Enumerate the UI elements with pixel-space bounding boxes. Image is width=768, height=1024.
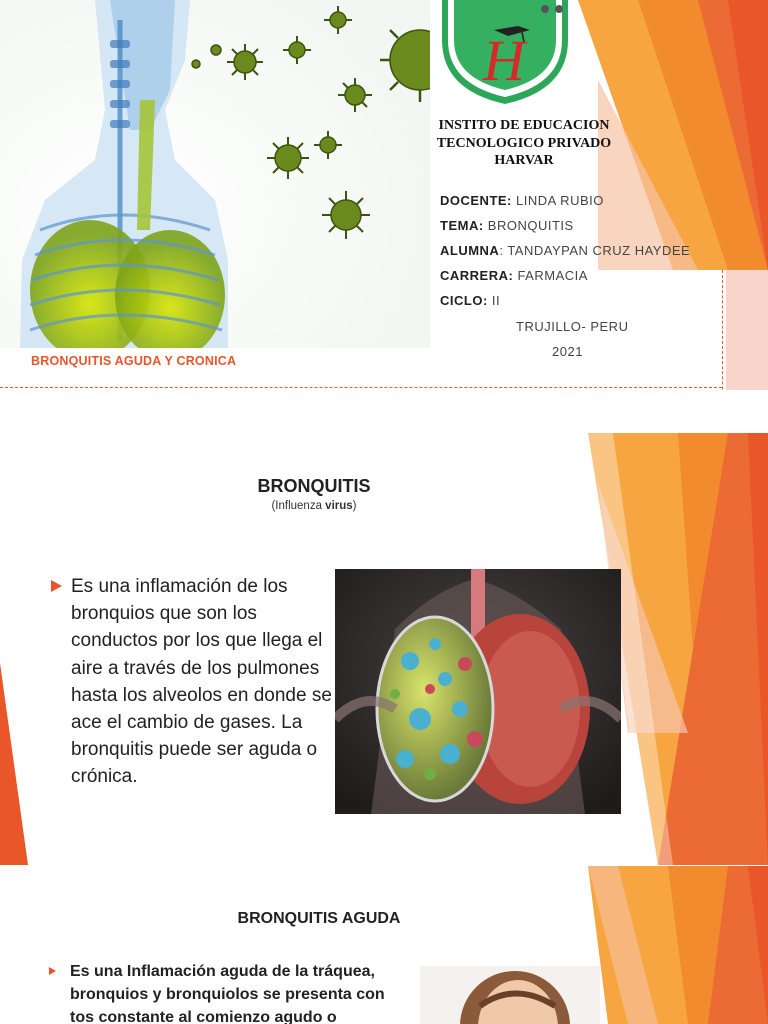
slide-caption: BRONQUITIS AGUDA Y CRONICA [31,354,237,368]
field-carrera [440,268,588,283]
subtitle-bold: virus [325,500,353,512]
svg-text:H: H [483,28,525,93]
subtitle-text: ) [352,500,357,512]
slide-subtitle [200,500,428,512]
institution-logo [434,0,576,104]
field-label: DOCENTE: [440,193,512,208]
field-label: ALUMNA [440,243,500,258]
field-label: CARRERA: [440,268,514,283]
subtitle-text: (Influenza [271,500,326,512]
slide-title: BRONQUITIS AGUDA [237,910,401,927]
field-ciclo [440,293,500,308]
field-tema [440,218,574,233]
definition-paragraph: Es una Inflamación aguda de la tráquea, bronquios y bronquiolos se presenta con tos constante al comienzo agudo o [70,963,385,1024]
definition-paragraph: Es una inflamación de los bronquios que son los conductos por los que llega el aire a través de los pulmones hasta los alveolos en donde se ace el cambio de gases. La bronquitis puede ser aguda o crónica. [71,576,332,788]
field-value: FARMACIA [513,268,588,283]
field-value: II [487,293,501,308]
institution-name [425,117,623,170]
left-decoration [0,663,28,865]
location: TRUJILLO- PERU [516,319,629,334]
slide-title: BRONQUITIS [257,476,371,496]
bronquitis-aguda-slide [0,866,768,1024]
bullet-arrow-icon [49,967,56,975]
institution-line: INSTITO DE EDUCACION [438,118,610,133]
dotted-divider [0,387,722,388]
infected-lungs-image [335,569,621,814]
coughing-woman-image [420,966,600,1024]
institution-line: HARVAR [494,153,554,168]
field-label: TEMA: [440,218,484,233]
dotted-divider-vertical [722,270,723,390]
field-alumna [440,243,690,258]
bronquitis-slide [0,433,768,865]
year: 2021 [552,344,583,359]
field-value: BRONQUITIS [483,218,574,233]
bullet-arrow-icon [51,580,62,592]
field-docente [440,193,604,208]
field-label: CICLO: [440,293,488,308]
field-value: : TANDAYPAN CRUZ HAYDEE [499,243,691,258]
orange-decoration [588,866,768,1024]
title-slide [0,0,768,390]
institution-line: TECNOLOGICO PRIVADO [436,135,612,151]
field-value: LINDA RUBIO [511,193,604,208]
respiratory-virus-illustration [0,0,430,348]
